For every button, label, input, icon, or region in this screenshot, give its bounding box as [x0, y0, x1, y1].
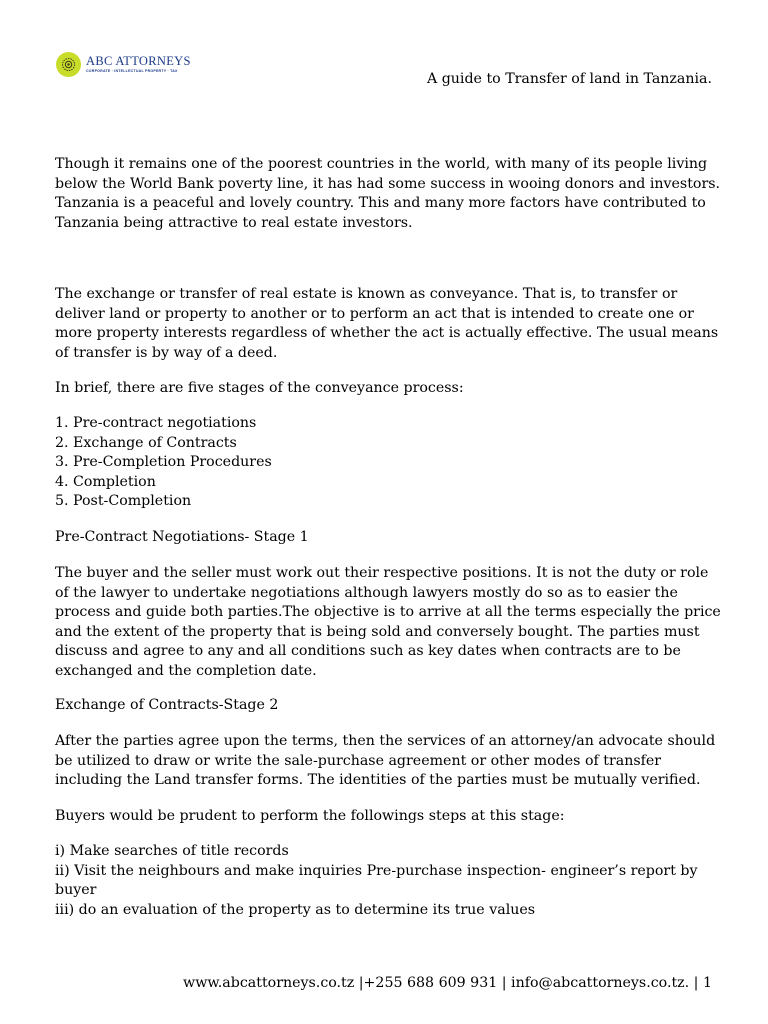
- stages-list: [55, 414, 725, 512]
- list-item: 3. Pre-Completion Procedures: [55, 454, 272, 470]
- paragraph-line: Though it remains one of the poorest countries in the world, with many of its people living: [55, 156, 708, 172]
- paragraph-line: more property interests regardless of whether the act is actually effective. The usual means: [55, 325, 719, 341]
- paragraph-line: exchanged and the completion date.: [55, 662, 317, 679]
- paragraph-intro: [55, 155, 725, 233]
- list-item: 4. Completion: [55, 473, 156, 490]
- page-footer: www.abcattorneys.co.tz |+255 688 609 931 | info@abcattorneys.co.tz. | 1: [183, 975, 712, 991]
- logo-name: ABC ATTORNEYS: [86, 54, 191, 69]
- list-item: 2. Exchange of Contracts: [55, 434, 237, 451]
- document-title: A guide to Transfer of land in Tanzania.: [426, 71, 712, 87]
- paragraph-stages-intro: In brief, there are five stages of the conveyance process:: [55, 380, 464, 396]
- paragraph-line: of the lawyer to undertake negotiations although lawyers mostly do so as to easier the: [55, 584, 678, 601]
- paragraph-line: be utilized to draw or write the sale-purchase agreement or other modes of transfer: [55, 752, 662, 769]
- list-item: buyer: [55, 882, 97, 898]
- paragraph-stage-1: [55, 564, 725, 681]
- paragraph-line: below the World Bank poverty line, it has had some success in wooing donors and investors.: [55, 175, 721, 192]
- list-item: iii) do an evaluation of the property as to determine its true values: [55, 901, 536, 918]
- paragraph-line: Tanzania being attractive to real estate investors.: [55, 214, 413, 231]
- paragraph-line: The buyer and the seller must work out their respective positions. It is not the duty or role: [55, 565, 709, 581]
- section-heading-stage-1: Pre-Contract Negotiations- Stage 1: [55, 529, 309, 545]
- paragraph-stage-2: [55, 732, 725, 791]
- paragraph-line: After the parties agree upon the terms, then the services of an attorney/an advocate should: [55, 733, 716, 749]
- company-logo: [56, 52, 191, 77]
- paragraph-buyer-steps-intro: Buyers would be prudent to perform the followings steps at this stage:: [55, 808, 565, 824]
- list-item: 1. Pre-contract negotiations: [55, 415, 257, 431]
- logo-emblem-icon: [56, 52, 81, 77]
- paragraph-line: and the extent of the property that is being sold and conversely bought. The parties must: [55, 623, 700, 640]
- paragraph-conveyance: [55, 285, 725, 363]
- paragraph-line: including the Land transfer forms. The identities of the parties must be mutually verified.: [55, 772, 701, 788]
- buyer-steps-list: [55, 842, 725, 920]
- section-heading-stage-2: Exchange of Contracts-Stage 2: [55, 697, 279, 713]
- paragraph-line: Tanzania is a peaceful and lovely country. This and many more factors have contributed to: [55, 195, 706, 211]
- logo-tagline: CORPORATE · INTELLECTUAL PROPERTY · TAX: [86, 68, 178, 73]
- paragraph-line: process and guide both parties.The objective is to arrive at all the terms especially the price: [55, 604, 721, 620]
- paragraph-line: deliver land or property to another or to perform an act that is intended to create one or: [55, 305, 694, 322]
- list-item: 5. Post-Completion: [55, 493, 192, 509]
- paragraph-line: of transfer is by way of a deed.: [55, 344, 278, 361]
- paragraph-line: The exchange or transfer of real estate is known as conveyance. That is, to transfer or: [55, 286, 678, 302]
- list-item: ii) Visit the neighbours and make inquiries Pre-purchase inspection- engineer’s report by: [55, 862, 698, 879]
- paragraph-line: discuss and agree to any and all conditions such as key dates when contracts are to be: [55, 643, 681, 659]
- list-item: i) Make searches of title records: [55, 843, 289, 859]
